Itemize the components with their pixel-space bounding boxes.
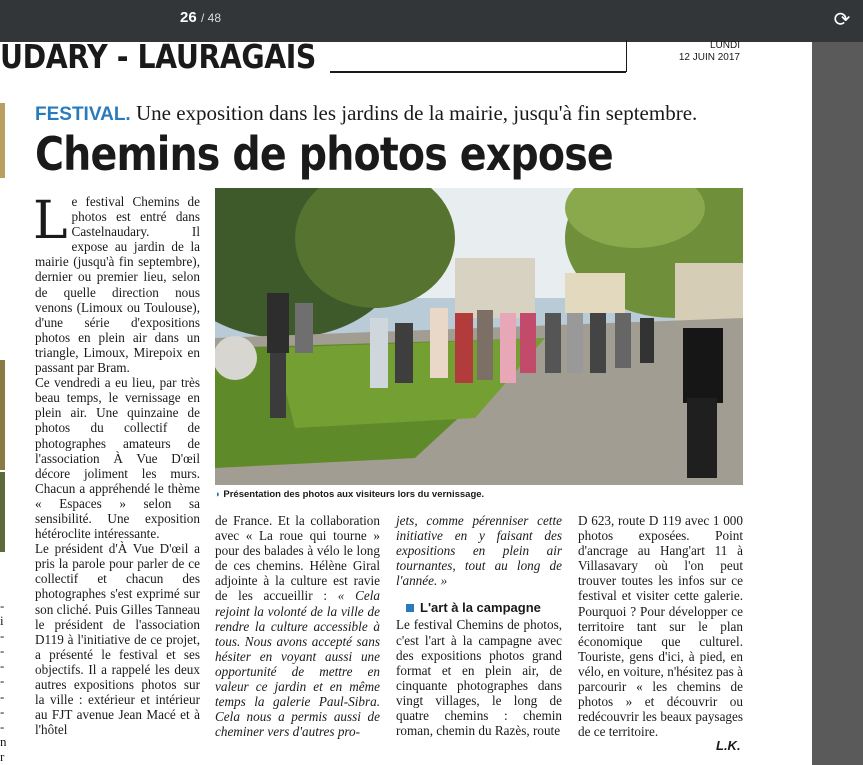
subhead <box>406 600 562 615</box>
article-kicker <box>35 101 697 126</box>
caption-text: Présentation des photos aux visiteurs lors du vernissage. <box>223 489 485 500</box>
article-column-3 <box>396 513 562 738</box>
edge-photo-strip-low <box>0 472 5 552</box>
col2-text: de France. Et la collaboration avec « La roue qui tourne » pour des balades à vélo le long de ces chemins. Hélène Giral adjointe à la culture est ravie de les accueillir : <box>215 513 380 604</box>
caption-marker: ◗ <box>215 489 224 500</box>
article-column-4 <box>578 513 743 739</box>
masthead-divider <box>626 40 627 72</box>
drop-cap: L <box>33 191 68 251</box>
col2-quote: « Cela rejoint la volonté de la ville de rendre la culture accessible à tous. Nous avons accepté sans hésiter en voyant aussi une opportunité de mettre en valeur ce jardin et en même temps la galerie Paul-Sibra. Cela nous a permis aussi de cheminer vers d'autres pro- <box>215 588 380 740</box>
col1-paragraph-3: Le président d'À Vue D'œil a pris la parole pour parler de ce collectif et chacun des photographes s'est exprimé sur son cliché. Puis Gilles Tanneau le président de l'association D119 à l'initiative de ce projet, a présenté le festival et ses objectifs. Il a rappelé les deux autres expositions photos sur la ville : extérieur et intérieur au FJT avenue Jean Macé et à l'hôtel <box>35 541 200 738</box>
current-page-number[interactable]: 26 <box>180 9 197 26</box>
viewer-side-panel <box>812 42 863 765</box>
edge-photo-strip-mid <box>0 360 5 470</box>
issue-date-text: 12 JUIN 2017 <box>678 52 740 63</box>
page-counter <box>0 0 260 36</box>
article-headline: Chemins de photos expose <box>35 127 613 181</box>
col1-paragraph-2: Ce vendredi a eu lieu, par très beau temps, le vernissage en plein air. Une quinzaine de photos du collectif de photographes amateurs de l'association À Vue D'œil décore joliment les murs. Chacun a appréhendé le thème « Espaces » selon sa sensibilité. Une exposition hétéroclite intéressante. <box>35 375 200 542</box>
article-column-2 <box>215 513 380 739</box>
masthead-rule <box>330 71 626 73</box>
col3-quote: jets, comme pérenniser cette initiative en y faisant des expositions en plein air tournantes, tout au long de l'année. » <box>396 513 562 589</box>
total-pages: / 48 <box>201 11 222 25</box>
issue-date <box>640 40 740 64</box>
left-edge-text: - i - - - - - - - n r <box>0 598 7 764</box>
kicker-tag: FESTIVAL. <box>35 104 131 125</box>
subhead-square-icon <box>406 604 414 612</box>
col1-paragraph-1: e festival Chemins de photos est entré dans Castelnaudary. Il expose au jardin de la mairie (jusqu'à fin septembre), dernier ou premier lieu, selon de quelle direction nous venons (Limoux ou Toulouse), d'une série d'expositions photos en plein air dans un triangle, Limoux, Mirepoix en passant par Bram. <box>35 194 200 376</box>
photo-caption <box>215 489 743 500</box>
edge-photo-strip-top <box>0 103 5 178</box>
reload-icon[interactable]: ⟳ <box>833 7 851 31</box>
author-signature: L.K. <box>716 738 741 753</box>
col3-text: Le festival Chemins de photos, c'est l'art à la campagne avec des expositions photos grand format et en plein air, de cinquante photographes dans vingt villages, le long de quatre chemins : chemin roman, chemin du Razès, route <box>396 617 562 739</box>
article-photo <box>215 188 743 485</box>
subhead-text: L'art à la campagne <box>420 600 541 616</box>
article-column-1 <box>33 191 200 738</box>
issue-day: LUNDI <box>709 40 740 51</box>
col4-text: D 623, route D 119 avec 1 000 photos exposées. Point d'ancrage au Hang'art 11 à Villasavary où l'on peut trouver toutes les infos sur ce festival et visiter cette galerie. Pourquoi ? Pour développer ce territoire tant sur le plan économique que culturel. Touriste, gens d'ici, à pied, en vélo, en voiture, n'hésitez pas à parcourir « les chemins de photos » et découvrir ou redécouvrir les beaux paysages de ce territoire. <box>578 513 743 740</box>
section-masthead: UDARY - LAURAGAIS <box>0 37 316 76</box>
kicker-text: Une exposition dans les jardins de la mairie, jusqu'à fin septembre. <box>130 101 698 125</box>
